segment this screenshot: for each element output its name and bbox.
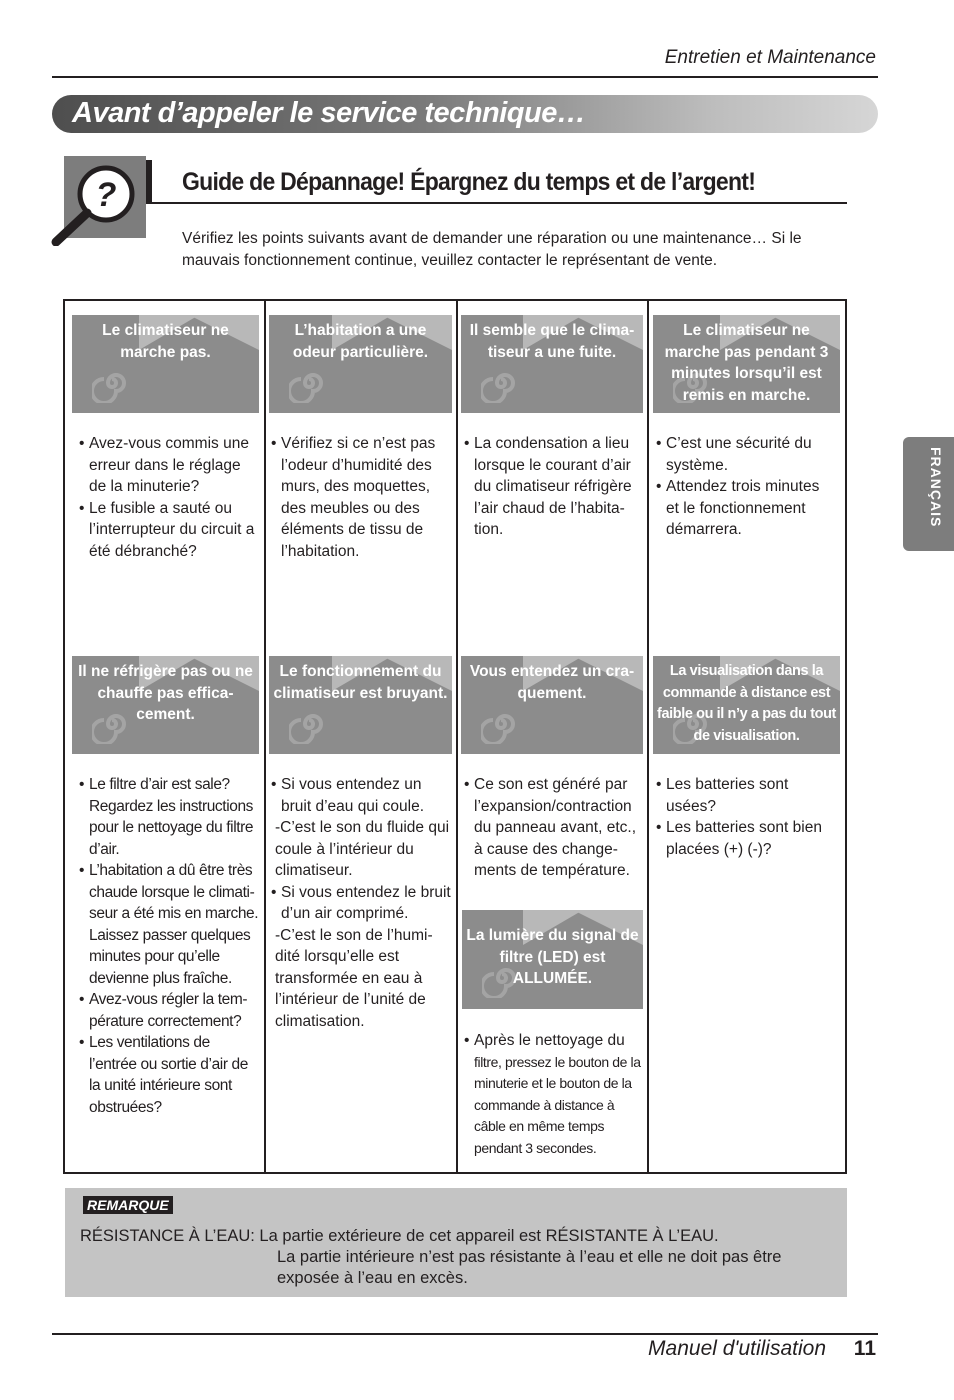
header-divider	[52, 76, 878, 78]
problem-checklist	[656, 774, 836, 860]
magnifier-question-icon	[50, 156, 150, 246]
problem-label: L’habitation a une odeur particulière.	[269, 315, 452, 413]
problem-label: Le fonctionnement du climatiseur est bruyant.	[269, 656, 452, 754]
checklist-item: • C’est une sécurité du système.	[656, 433, 836, 476]
checklist-item: • Si vous entendez le bruit d’un air comprimé.	[271, 882, 453, 925]
checklist-item: • Les batteries sont bien placées (+) (-)?	[656, 817, 836, 860]
problem-checklist	[271, 433, 451, 562]
problem-checklist	[79, 774, 261, 1118]
problem-checklist	[271, 774, 453, 1032]
note-box	[65, 1188, 847, 1297]
checklist-item: • Avez-vous régler la tem- pérature correctement?	[79, 989, 261, 1032]
checklist-item: • Vérifiez si ce n’est pas l’odeur d’humidité des murs, des moquettes, des meubles ou des éléments de tissu de l’habitation.	[271, 433, 451, 562]
guide-heading: Guide de Dépannage! Épargnez du temps et de l’argent!	[182, 168, 756, 196]
checklist-item: • Après le nettoyage du filtre, pressez le bouton de la minuterie et le bouton de la commande à distance à câble en même temps pendant 3 secondes.	[464, 1030, 644, 1159]
svg-text:?: ?	[95, 176, 117, 214]
problem-label: La lumière du signal de filtre (LED) est ALLUMÉE.	[462, 910, 643, 1009]
checklist-item: • Les batteries sont usées?	[656, 774, 836, 817]
note-line: La partie intérieure n’est pas résistante à l’eau et elle ne doit pas être exposée à l’eau en excès.	[277, 1248, 782, 1287]
checklist-item: • Les ventilations de l’entrée ou sortie d’air de la unité intérieure sont obstruées?	[79, 1032, 261, 1118]
guide-accent-bar	[146, 160, 152, 204]
problem-label: Il ne réfrigère pas ou ne chauffe pas effica- cement.	[72, 656, 259, 754]
guide-intro: Vérifiez les points suivants avant de demander une réparation ou une maintenance… Si le mauvais fonctionnement continue, veuillez contacter le représentant de vente.	[182, 230, 802, 269]
page-number: 11	[853, 1337, 876, 1360]
column-divider	[647, 299, 649, 1174]
checklist-item: • La condensation a lieu lorsque le courant d’air du climatiseur réfrigère l’air chaud de l’habita- tion.	[464, 433, 642, 541]
problem-label: La visualisation dans la commande à distance est faible ou il n’y a pas du tout de visualisation.	[653, 656, 840, 754]
page-title-bar	[52, 95, 878, 133]
note-tag: REMARQUE	[83, 1196, 173, 1214]
checklist-item: • L’habitation a dû être très chaude lorsque le climati- seur a été mis en marche. Laissez passer quelques minutes pour qu’elle devienne plus fraîche.	[79, 860, 261, 989]
footer-divider	[52, 1333, 878, 1335]
language-tab-label: FRANÇAIS	[928, 447, 944, 528]
checklist-item: • Le filtre d’air est sale? Regardez les instructions pour le nettoyage du filtre d’air.	[79, 774, 261, 860]
problem-checklist	[464, 774, 642, 882]
manual-title: Manuel d'utilisation	[648, 1337, 826, 1360]
checklist-subitem: -C’est le son du fluide qui coule à l’intérieur du climatiseur.	[275, 819, 450, 879]
note-line: RÉSISTANCE À L’EAU: La partie extérieure de cet appareil est RÉSISTANTE À L’EAU.	[80, 1227, 719, 1245]
checklist-item: • Le fusible a sauté ou l’interrupteur du circuit a été débranché?	[79, 498, 261, 563]
column-divider	[456, 299, 458, 1174]
problem-checklist	[656, 433, 836, 541]
page-title: Avant d’appeler le service technique…	[72, 97, 586, 129]
problem-checklist	[464, 433, 642, 541]
problem-checklist	[464, 1030, 644, 1159]
checklist-item: • Avez-vous commis une erreur dans le réglage de la minuterie?	[79, 433, 261, 498]
language-tab	[903, 437, 954, 551]
checklist-item: • Si vous entendez un bruit d’eau qui coule.	[271, 774, 453, 817]
column-divider	[264, 299, 266, 1174]
problem-label: Le climatiseur ne marche pas.	[72, 315, 259, 413]
problem-checklist	[79, 433, 261, 562]
guide-divider	[146, 202, 847, 204]
checklist-item: • Ce son est généré par l’expansion/contraction du panneau avant, etc., à cause des change- ments de température.	[464, 774, 642, 882]
problem-label: Le climatiseur ne marche pas pendant 3 minutes lorsqu’il est remis en marche.	[653, 315, 840, 413]
checklist-subitem: -C’est le son de l’humi- dité lorsqu’elle est transformée en eau à l’intérieur de l’unité de climatisation.	[275, 926, 433, 1030]
problem-label: Vous entendez un cra- quement.	[461, 656, 643, 754]
checklist-item: • Attendez trois minutes et le fonctionnement démarrera.	[656, 476, 836, 541]
section-header: Entretien et Maintenance	[664, 47, 876, 68]
problem-label: Il semble que le clima- tiseur a une fuite.	[461, 315, 643, 413]
